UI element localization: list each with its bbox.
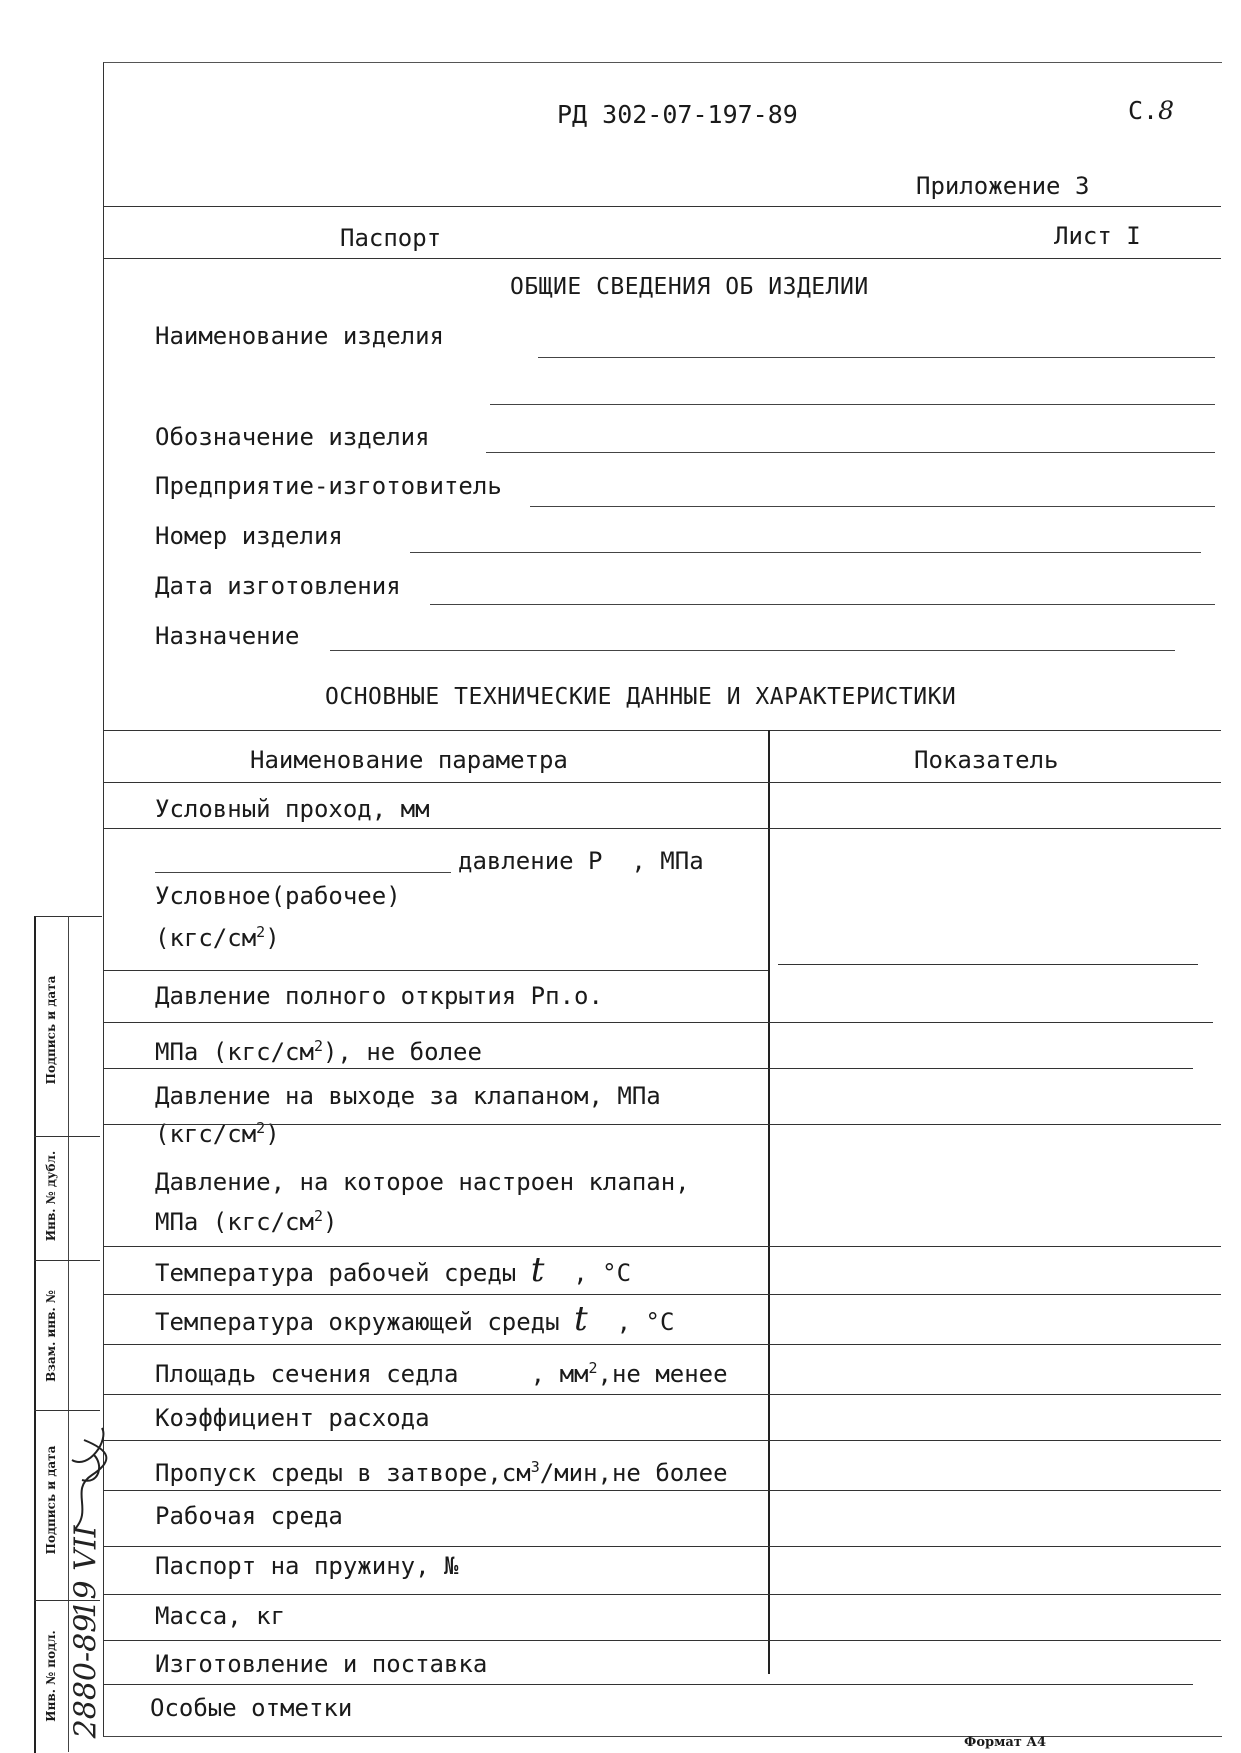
field-line-purpose[interactable] (330, 650, 1175, 651)
param-pressure-text: давление Р (458, 847, 603, 875)
superscript: 2 (313, 1207, 323, 1225)
field-line-manufacture-date[interactable] (430, 604, 1215, 605)
superscript-3: 3 (530, 1458, 540, 1476)
field-line-product-name-cont[interactable] (490, 404, 1215, 405)
page-number-value: 8 (1158, 96, 1175, 125)
table-top-line (103, 730, 1221, 731)
param-working-temp (155, 1252, 631, 1291)
param-working-medium: Рабочая среда (155, 1502, 343, 1530)
param-seat-area-post: ,не менее (597, 1360, 728, 1388)
format-note: Формат А4 (964, 1735, 1047, 1750)
param-set-pressure-units (155, 1198, 337, 1240)
param-outlet-units-pre: (кгс/см (155, 1120, 257, 1148)
passport-divider (103, 258, 1221, 259)
param-set-units-pre: МПа (кгс/см (155, 1208, 314, 1236)
row-line (103, 1594, 1221, 1595)
param-seat-leakage-pre: Пропуск среды в затворе,см (155, 1459, 531, 1487)
row-line (103, 1546, 1221, 1547)
param-outlet-pressure: Давление на выходе за клапаном, МПа (155, 1082, 661, 1110)
stamp-label-replacement-inv: Взам. инв. № (44, 1290, 58, 1382)
param-nominal-bore: Условный проход, мм (155, 795, 430, 823)
stamp-label-dup-inv: Инв. № дубл. (44, 1150, 58, 1242)
param-set-units-post: ) (322, 1208, 338, 1236)
appendix-label: Приложение 3 (916, 172, 1090, 200)
superscript: 2 (313, 1037, 323, 1055)
field-line-designation[interactable] (486, 452, 1215, 453)
row-line (103, 1490, 1221, 1491)
param-pressure-units-post: ) (265, 924, 280, 952)
row-line (103, 1684, 1193, 1685)
field-line-product-name[interactable] (538, 357, 1215, 358)
stamp-label-signature-date: Подпись и дата (44, 975, 58, 1085)
param-ambient-temp-symbol: t (574, 1299, 588, 1339)
margin-stamp-line (34, 1136, 100, 1137)
field-label-manufacturer: Предприятие-изготовитель (155, 472, 502, 500)
pressure-type-blank[interactable] (155, 872, 451, 873)
param-ambient-temp (155, 1301, 674, 1340)
value-row-line (778, 964, 1198, 965)
param-full-open-units-post: ), не более (322, 1038, 482, 1066)
passport-title: Паспорт (340, 224, 442, 252)
stamp-label-signature-date-2: Подпись и дата (44, 1445, 58, 1555)
row-line (103, 1294, 1221, 1295)
row-line (103, 1344, 1221, 1345)
row-line (103, 1640, 1221, 1641)
tech-data-heading: ОСНОВНЫЕ ТЕХНИЧЕСКИЕ ДАННЫЕ И ХАРАКТЕРИСТИКИ (325, 684, 957, 710)
param-seat-leakage-post: /мин,не более (539, 1459, 728, 1487)
param-outlet-pressure-units (155, 1110, 280, 1152)
param-working-temp-symbol: t (530, 1250, 545, 1290)
field-label-product-number: Номер изделия (155, 522, 343, 550)
handwritten-inventory-number: 2880-89 (68, 1613, 104, 1739)
header-row-line (103, 782, 1221, 783)
row-line (103, 1440, 1221, 1441)
param-set-pressure: Давление, на которое настроен клапан, (155, 1168, 690, 1196)
sheet-label: Лист I (1054, 222, 1141, 250)
field-label-purpose: Назначение (155, 622, 300, 650)
param-seat-area (155, 1350, 765, 1392)
param-flow-coefficient: Коэффициент расхода (155, 1404, 430, 1432)
row-line (103, 1246, 1221, 1247)
column-header-parameter: Наименование параметра (250, 746, 568, 774)
header-divider (103, 206, 1221, 207)
field-line-manufacturer[interactable] (530, 506, 1215, 507)
param-ambient-temp-label: Температура окружающей среды (155, 1308, 560, 1336)
row-line (103, 970, 768, 971)
signature-image (64, 1420, 118, 1540)
row-line (103, 1394, 1221, 1395)
field-label-manufacture-date: Дата изготовления (155, 572, 401, 600)
handwritten-date: 19 VII (68, 1525, 104, 1619)
page-number (1128, 96, 1174, 125)
row-line (103, 828, 1221, 829)
page-prefix: С. (1128, 96, 1159, 125)
field-label-product-name: Наименование изделия (155, 322, 444, 350)
special-notes: Особые отметки (150, 1694, 353, 1722)
param-pressure-units-pre: (кгс/см (155, 924, 257, 952)
row-line (103, 1022, 1213, 1023)
param-pressure-units (155, 914, 280, 956)
param-working-temp-label: Температура рабочей среды (155, 1259, 517, 1287)
row-line (103, 1068, 1193, 1069)
param-seat-area-pre: Площадь сечения седла , мм (155, 1360, 589, 1388)
param-working-temp-unit: , °С (573, 1259, 632, 1287)
table-column-divider (768, 730, 770, 1674)
param-full-open-units (155, 1028, 482, 1070)
param-ambient-temp-unit: , °С (616, 1308, 675, 1336)
param-spring-passport: Паспорт на пружину, № (155, 1552, 459, 1580)
param-full-open-units-pre: МПа (кгс/см (155, 1038, 314, 1066)
param-mass: Масса, кг (155, 1602, 286, 1630)
general-info-heading: ОБЩИЕ СВЕДЕНИЯ ОБ ИЗДЕЛИИ (510, 274, 869, 300)
margin-stamp-line (34, 1410, 100, 1411)
superscript: 2 (256, 1119, 266, 1137)
param-seat-leakage (155, 1449, 767, 1491)
margin-stamp-line (34, 1260, 100, 1261)
param-full-open-pressure: Давление полного открытия Рп.о. (155, 982, 603, 1010)
field-label-designation: Обозначение изделия (155, 423, 430, 451)
document-code: РД 302-07-197-89 (557, 100, 798, 129)
param-nominal-working: Условное(рабочее) (155, 882, 401, 910)
superscript: 2 (256, 923, 266, 941)
param-pressure-label (458, 843, 704, 879)
stamp-label-original-inv: Инв. № подл. (44, 1630, 58, 1722)
param-manufacture-delivery: Изготовление и поставка (155, 1650, 488, 1678)
param-pressure-unit: , МПа (631, 847, 704, 875)
superscript: 2 (588, 1359, 598, 1377)
column-header-value: Показатель (914, 746, 1059, 774)
row-line (103, 1124, 1221, 1125)
param-outlet-units-post: ) (265, 1120, 280, 1148)
field-line-product-number[interactable] (410, 552, 1201, 553)
